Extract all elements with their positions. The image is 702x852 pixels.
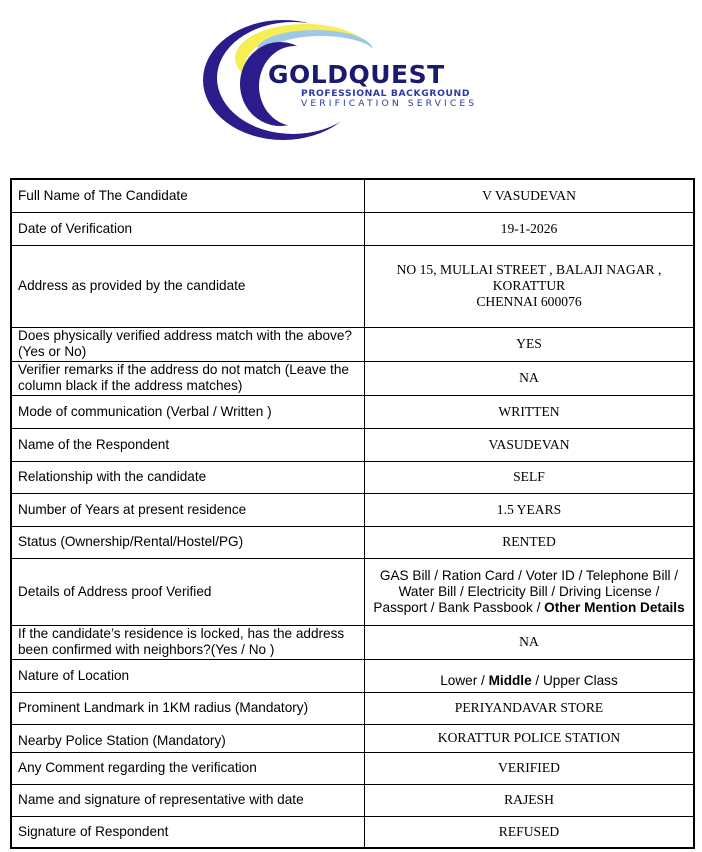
- table-row: [11, 245, 694, 327]
- brand-tagline-1: PROFESSIONAL BACKGROUND: [301, 88, 471, 99]
- table-row: [11, 724, 694, 752]
- table-row: [11, 461, 694, 493]
- field-value: V VASUDEVAN: [365, 179, 695, 212]
- company-logo: [0, 0, 702, 170]
- field-value: VERIFIED: [365, 752, 695, 784]
- field-label: Details of Address proof Verified: [11, 558, 365, 625]
- proof-options-emphasis: Other Mention Details: [544, 599, 685, 615]
- field-label: Address as provided by the candidate: [11, 245, 365, 327]
- location-pre: Lower /: [440, 672, 489, 688]
- proof-options-text: GAS Bill / Ration Card / Voter ID / Telephone Bill / Water Bill / Electricity Bill / Driving License / Passport / Bank Passbook /: [373, 567, 679, 615]
- brand-name: GOLDQUEST: [268, 60, 445, 89]
- field-label: If the candidate’s residence is locked, has the address been confirmed with neighbors?(Yes / No ): [11, 625, 365, 659]
- field-label: Full Name of The Candidate: [11, 179, 365, 212]
- table-row: [11, 816, 694, 848]
- field-value: RENTED: [365, 526, 695, 558]
- field-value: NA: [365, 361, 695, 395]
- field-label: Date of Verification: [11, 212, 365, 245]
- table-row: [11, 327, 694, 361]
- field-value: RAJESH: [365, 784, 695, 816]
- table-row: [11, 558, 694, 625]
- field-label: Name of the Respondent: [11, 428, 365, 461]
- table-row: [11, 361, 694, 395]
- field-value: VASUDEVAN: [365, 428, 695, 461]
- field-value: PERIYANDAVAR STORE: [365, 692, 695, 724]
- table-row: [11, 625, 694, 659]
- field-value: SELF: [365, 461, 695, 493]
- field-label: Number of Years at present residence: [11, 493, 365, 526]
- table-row: [11, 659, 694, 692]
- field-value: REFUSED: [365, 816, 695, 848]
- address-line: KORATTUR: [492, 278, 566, 293]
- table-row: [11, 395, 694, 428]
- field-value: 1.5 YEARS: [365, 493, 695, 526]
- table-row: [11, 212, 694, 245]
- field-value: 19-1-2026: [365, 212, 695, 245]
- field-value: NA: [365, 625, 695, 659]
- table-row: [11, 526, 694, 558]
- verification-table: [10, 178, 695, 849]
- table-row: [11, 784, 694, 816]
- field-label: Signature of Respondent: [11, 816, 365, 848]
- field-value: [365, 659, 695, 692]
- location-selected: Middle: [488, 672, 532, 688]
- field-value: [365, 245, 695, 327]
- field-label: Any Comment regarding the verification: [11, 752, 365, 784]
- field-value: [365, 558, 695, 625]
- field-label: Mode of communication (Verbal / Written ): [11, 395, 365, 428]
- field-value: KORATTUR POLICE STATION: [365, 724, 695, 752]
- location-post: / Upper Class: [531, 672, 618, 688]
- field-label: Does physically verified address match with the above? (Yes or No): [11, 327, 365, 361]
- table-row: [11, 179, 694, 212]
- table-row: [11, 428, 694, 461]
- address-line: CHENNAI 600076: [476, 294, 582, 309]
- field-label: Status (Ownership/Rental/Hostel/PG): [11, 526, 365, 558]
- field-label: Verifier remarks if the address do not match (Leave the column black if the address matches): [11, 361, 365, 395]
- field-value: WRITTEN: [365, 395, 695, 428]
- table-row: [11, 752, 694, 784]
- field-value: YES: [365, 327, 695, 361]
- table-row: [11, 692, 694, 724]
- address-line: NO 15, MULLAI STREET , BALAJI NAGAR ,: [396, 262, 662, 277]
- table-row: [11, 493, 694, 526]
- field-label: Name and signature of representative with date: [11, 784, 365, 816]
- field-label: Nearby Police Station (Mandatory): [11, 724, 365, 752]
- field-label: Relationship with the candidate: [11, 461, 365, 493]
- field-label: Nature of Location: [11, 659, 365, 692]
- brand-tagline-2: VERIFICATION SERVICES: [301, 98, 478, 109]
- field-label: Prominent Landmark in 1KM radius (Mandatory): [11, 692, 365, 724]
